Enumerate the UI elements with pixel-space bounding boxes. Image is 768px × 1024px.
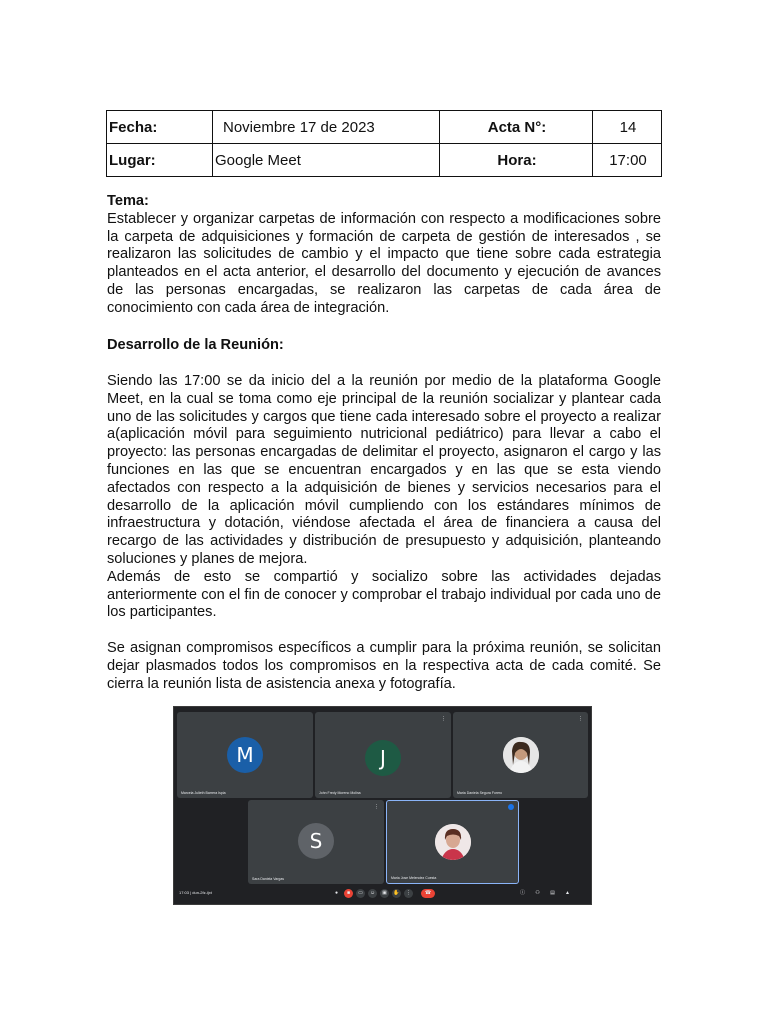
captions-icon[interactable]: ▭ [356,889,365,898]
portrait-icon [435,824,471,860]
info-icon[interactable]: ⓘ [519,890,525,896]
tema-body: Establecer y organizar carpetas de información con respecto a modificaciones sobre la carpeta de adquisiciones y formación de carpeta de gestión de interesados , se realizaron las solicitudes de cambio y el impacto que tiene sobre cada estrategia planteados en el acta anterior, el desarrollo del documento y ejecución de avances de las personas encargadas, se realizaron las carpetas de cada área de conocimiento con cada área de integración. [107,210,661,316]
hang-up-icon[interactable]: ☎ [421,889,435,898]
participant-tile [248,800,384,884]
more-options-icon[interactable]: ⋮ [406,890,411,896]
tema-heading: Tema: [107,193,149,209]
header-table [106,110,662,177]
meet-screenshot [173,706,592,905]
raise-hand-icon[interactable]: ✋ [393,890,400,896]
emoji-icon[interactable]: ☺ [369,890,376,896]
fecha-value: Noviembre 17 de 2023 [213,111,440,144]
meeting-time: 17:03 | dun-2fz-ijxt [179,890,212,895]
participant-tile-active [386,800,519,884]
avatar: J [365,740,401,776]
desarrollo-paragraph-2: Además de esto se compartió y socializo sobre las actividades dejadas anteriormente con el fin de conocer y comprobar el trabajo individual por cada uno de los participantes. [107,568,661,621]
present-icon[interactable]: ▣ [380,889,389,898]
speaking-indicator-icon [508,804,514,810]
microphone-icon[interactable]: ● [334,890,339,896]
hora-value: 17:00 [593,144,662,177]
fecha-label: Fecha: [107,111,213,144]
lugar-label: Lugar: [107,144,213,177]
avatar: S [298,823,334,859]
more-options-icon: ⋮ [374,804,379,810]
lugar-value: Google Meet [213,144,440,177]
desarrollo-paragraph-3: Se asignan compromisos específicos a cumplir para la próxima reunión, se solicitan dejar plasmados todos los compromisos en la respectiva acta de cada comité. Se cierra la reunión lista de asistencia anexa y fotografía. [107,640,661,692]
activities-icon[interactable]: ▲ [565,890,570,896]
participant-tile [453,712,588,798]
acta-value: 14 [593,111,662,144]
participant-name: Marcela Julieth Barrera Ispia [181,791,226,795]
participant-name: Maria Jose Melendez Cuesta [391,876,437,880]
desarrollo-paragraph-1: Siendo las 17:00 se da inicio del a la reunión por medio de la plataforma Google Meet, en la cual se toma como eje principal de la reunión socializar y plantear cada uno de las solicitudes y cargos que tiene cada interesado sobre el proyecto a realizar a(aplicación móvil para seguimiento nutricional pediátrico) para llevar a cabo el proyecto: las personas encargadas de delimitar el proyecto, asignaron el cargo y las funciones en las que se encuentran encargados y en las que se esta viendo afectados con respecto a la adquisición de bienes y servicios necesarios para el desarrollo de la aplicación móvil cumpliendo con los estándares mínimos de infraestructura y dotación, viéndose afectada el área de financiera a causa del recargo de las actividades y distribución de presupuesto y adquisición, planteando soluciones y planes de mejora. [107,373,661,567]
people-icon[interactable]: ⚇ [535,890,540,896]
meet-control-bar [174,884,591,904]
participant-name: Sara Daniela Vargas [252,877,285,881]
tema-section [107,193,661,318]
avatar: M [227,737,263,773]
desarrollo-heading: Desarrollo de la Reunión: [107,337,284,353]
avatar-photo [435,824,471,860]
participant-tile [315,712,451,798]
acta-label: Acta N°: [440,111,593,144]
hora-label: Hora: [440,144,593,177]
chat-icon[interactable]: ▤ [550,890,555,896]
camera-off-icon[interactable]: ■ [344,889,353,898]
more-options-icon: ⋮ [578,716,583,722]
participant-tile [177,712,313,798]
participant-name: Maria Daniela Segura Forero [457,791,503,795]
more-options-icon: ⋮ [441,716,446,722]
desarrollo-body [107,373,661,694]
desarrollo-section [107,337,661,355]
avatar-photo [503,737,539,773]
participant-name: John Fredy Moreno Molina [319,791,361,795]
portrait-icon [503,737,539,773]
